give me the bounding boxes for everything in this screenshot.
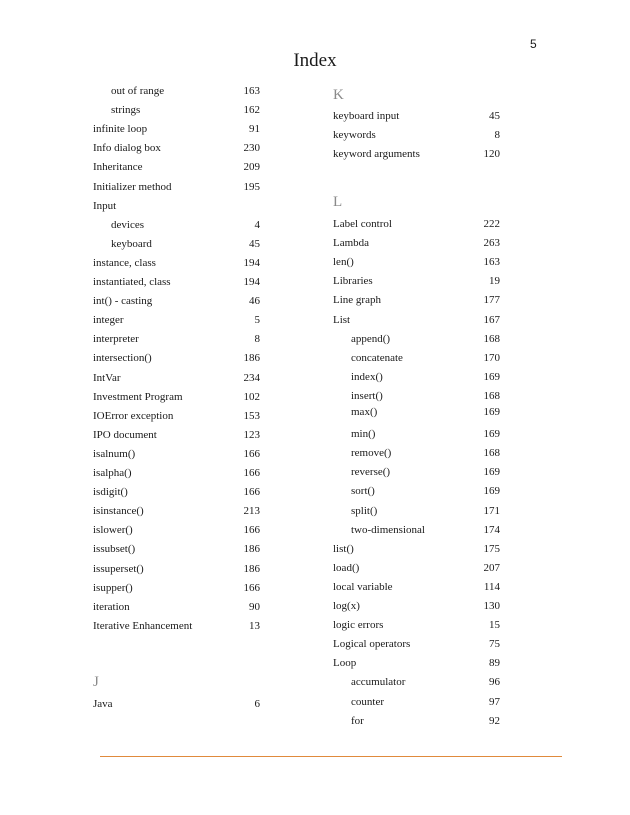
index-term: logic errors	[333, 619, 384, 632]
index-page-number: 169	[483, 485, 500, 498]
index-entry	[333, 108, 500, 124]
index-entry	[93, 561, 260, 577]
index-term: keyword arguments	[333, 148, 420, 161]
index-subentry	[351, 522, 500, 538]
index-subentry	[351, 350, 500, 366]
index-page-number: 153	[243, 409, 260, 422]
index-subentry	[351, 674, 500, 690]
index-entry	[93, 312, 260, 328]
index-term: Line graph	[333, 294, 381, 307]
index-entry	[93, 408, 260, 424]
index-entry	[333, 579, 500, 595]
index-term: load()	[333, 561, 360, 574]
index-page-number: 45	[249, 237, 260, 250]
index-entry	[333, 636, 500, 652]
index-page-number: 46	[249, 295, 260, 308]
index-term: Java	[93, 698, 113, 710]
index-page-number: 169	[483, 428, 500, 441]
index-term: isalpha()	[93, 467, 132, 479]
index-entry	[93, 580, 260, 596]
page-title: Index	[293, 50, 337, 71]
index-page-number: 169	[483, 466, 500, 479]
index-page-number: 163	[243, 85, 260, 97]
index-page-number: 123	[243, 428, 260, 441]
index-page-number: 186	[243, 562, 260, 575]
index-page-number: 130	[483, 600, 500, 612]
index-term: isinstance()	[93, 505, 144, 518]
page-number: 5	[530, 37, 537, 51]
index-term: keyboard	[111, 237, 152, 250]
index-term: two-dimensional	[351, 523, 425, 536]
index-term: Input	[93, 199, 117, 212]
index-entry	[333, 273, 500, 289]
index-term: Iterative Enhancement	[93, 619, 193, 632]
index-entry	[333, 560, 500, 576]
index-entry	[93, 389, 260, 405]
index-entry	[93, 198, 260, 214]
index-subentry	[351, 369, 500, 385]
index-entry	[333, 146, 500, 162]
index-entry	[93, 274, 260, 290]
index-term: Investment Program	[93, 390, 183, 403]
index-term: accumulator	[351, 676, 406, 689]
index-entry	[333, 541, 500, 557]
index-page-number: 92	[489, 714, 500, 727]
index-entry	[93, 159, 260, 175]
index-entry	[93, 427, 260, 443]
index-term: sort()	[351, 485, 375, 498]
index-term: Libraries	[333, 275, 373, 288]
index-page-number: 102	[243, 390, 260, 403]
index-entry	[93, 140, 260, 156]
index-entry	[93, 522, 260, 538]
index-term: strings	[111, 104, 141, 117]
index-subentry	[351, 388, 500, 404]
index-subentry	[351, 713, 500, 729]
index-page-number: 168	[483, 447, 500, 460]
index-term: out of range	[111, 85, 165, 97]
index-entry	[333, 127, 500, 143]
index-page-number: 167	[483, 313, 500, 326]
index-term: list()	[333, 542, 354, 555]
index-page-number: 8	[494, 129, 500, 142]
index-page-number: 15	[489, 619, 500, 632]
index-term: reverse()	[351, 466, 391, 479]
index-page-number: 4	[254, 218, 260, 231]
index-entry	[333, 312, 500, 328]
index-page-number: 163	[483, 256, 500, 269]
index-term: List	[333, 313, 351, 326]
index-term: len()	[333, 256, 354, 269]
section-letter: J	[93, 674, 99, 690]
index-page-number: 19	[489, 275, 500, 288]
index-term: iteration	[93, 600, 130, 613]
index-page-number: 222	[483, 218, 500, 230]
index-subentry	[111, 236, 260, 252]
footer-rule	[100, 756, 562, 757]
index-term: Label control	[333, 218, 392, 230]
index-term: concatenate	[351, 351, 403, 364]
index-page-number: 96	[489, 676, 500, 689]
index-term: IOError exception	[93, 409, 174, 422]
index-entry	[93, 255, 260, 271]
index-term: counter	[351, 695, 384, 708]
index-page-number: 162	[243, 104, 260, 117]
index-page-number: 170	[483, 351, 500, 364]
index-page-number: 186	[243, 543, 260, 556]
index-subentry	[111, 217, 260, 233]
index-page-number: 5	[254, 314, 260, 327]
index-term: insert()	[351, 389, 383, 402]
index-entry	[333, 655, 500, 671]
index-term: index()	[351, 370, 383, 383]
index-page-number: 186	[243, 352, 260, 365]
index-entry	[93, 599, 260, 615]
index-entry	[333, 617, 500, 633]
index-term: Inheritance	[93, 161, 143, 174]
index-page-number: 45	[489, 110, 500, 122]
index-page-number: 166	[243, 486, 260, 499]
index-term: max()	[351, 406, 378, 418]
index-page-number: 213	[243, 505, 260, 518]
index-page-number: 166	[243, 581, 260, 594]
index-entry	[93, 331, 260, 347]
index-term: isupper()	[93, 581, 133, 594]
index-page-number: 120	[483, 148, 500, 161]
index-page-number: 90	[249, 600, 260, 613]
index-term: interpreter	[93, 333, 139, 346]
index-term: infinite loop	[93, 123, 148, 136]
index-page-number: 175	[483, 542, 500, 555]
index-page-number: 166	[243, 467, 260, 479]
index-entry	[93, 503, 260, 519]
index-subentry	[351, 503, 500, 519]
index-subentry	[351, 331, 500, 347]
index-subentry	[111, 102, 260, 118]
index-page-number: 13	[249, 619, 260, 632]
index-term: isalnum()	[93, 447, 136, 460]
index-page-number: 166	[243, 447, 260, 460]
index-entry	[93, 293, 260, 309]
index-page-number: 263	[483, 237, 500, 250]
index-page-number: 177	[483, 294, 500, 307]
index-term: for	[351, 714, 364, 727]
index-entry	[93, 446, 260, 462]
index-page-number: 207	[483, 561, 500, 574]
index-entry	[93, 179, 260, 195]
index-page-number: 169	[483, 370, 500, 383]
index-term: issuperset()	[93, 562, 144, 575]
index-entry	[93, 370, 260, 386]
index-subentry	[351, 426, 500, 442]
index-page-number: 174	[483, 523, 500, 536]
index-entry	[333, 216, 500, 232]
index-entry	[333, 292, 500, 308]
index-page-number: 75	[489, 638, 500, 651]
index-term: IPO document	[93, 428, 157, 441]
index-subentry	[351, 404, 500, 420]
index-page-number: 6	[254, 698, 260, 710]
index-page-number: 166	[243, 524, 260, 537]
index-page-number: 91	[249, 123, 260, 136]
index-term: split()	[351, 504, 378, 517]
index-term: integer	[93, 314, 124, 327]
index-subentry	[351, 483, 500, 499]
index-page-number: 234	[243, 371, 260, 384]
index-entry	[93, 484, 260, 500]
index-subentry	[111, 83, 260, 99]
index-entry	[93, 121, 260, 137]
index-term: append()	[351, 332, 391, 345]
index-term: devices	[111, 218, 144, 231]
index-term: islower()	[93, 524, 133, 537]
index-term: intersection()	[93, 352, 152, 365]
index-subentry	[351, 445, 500, 461]
index-term: log(x)	[333, 600, 360, 612]
index-page-number: 97	[489, 695, 500, 708]
index-entry	[93, 618, 260, 634]
index-term: issubset()	[93, 543, 136, 556]
index-term: Info dialog box	[93, 142, 161, 155]
index-entry	[93, 696, 260, 712]
index-page-number: 230	[243, 142, 260, 155]
index-entry	[93, 350, 260, 366]
index-entry	[333, 598, 500, 614]
index-page-number: 169	[483, 406, 500, 418]
index-entry	[93, 465, 260, 481]
index-term: instance, class	[93, 256, 156, 269]
index-term: min()	[351, 428, 376, 441]
index-page-number: 168	[483, 332, 500, 345]
index-page-number: 194	[243, 256, 260, 269]
index-page-number: 89	[489, 657, 500, 670]
index-term: instantiated, class	[93, 276, 171, 288]
index-page-number: 114	[483, 580, 500, 593]
index-subentry	[351, 694, 500, 710]
index-term: Lambda	[333, 237, 370, 250]
index-term: Initializer method	[93, 180, 172, 193]
index-term: int() - casting	[93, 295, 153, 308]
index-term: isdigit()	[93, 486, 128, 499]
index-subentry	[351, 464, 500, 480]
index-term: IntVar	[93, 371, 121, 384]
index-page-number: 195	[243, 180, 260, 193]
index-entry	[333, 235, 500, 251]
index-entry	[333, 254, 500, 270]
index-page-number: 8	[254, 333, 260, 346]
index-term: local variable	[333, 580, 393, 593]
index-term: Loop	[333, 657, 357, 670]
section-letter: L	[333, 194, 343, 210]
index-term: Logical operators	[333, 638, 411, 651]
index-entry	[93, 541, 260, 557]
index-page-number: 168	[483, 389, 500, 402]
index-page-number: 194	[243, 276, 260, 288]
index-term: keywords	[333, 129, 376, 142]
section-letter: K	[333, 87, 344, 103]
index-term: keyboard input	[333, 110, 400, 122]
index-term: remove()	[351, 447, 392, 460]
index-page-number: 171	[483, 504, 500, 517]
index-page-number: 209	[243, 161, 260, 174]
